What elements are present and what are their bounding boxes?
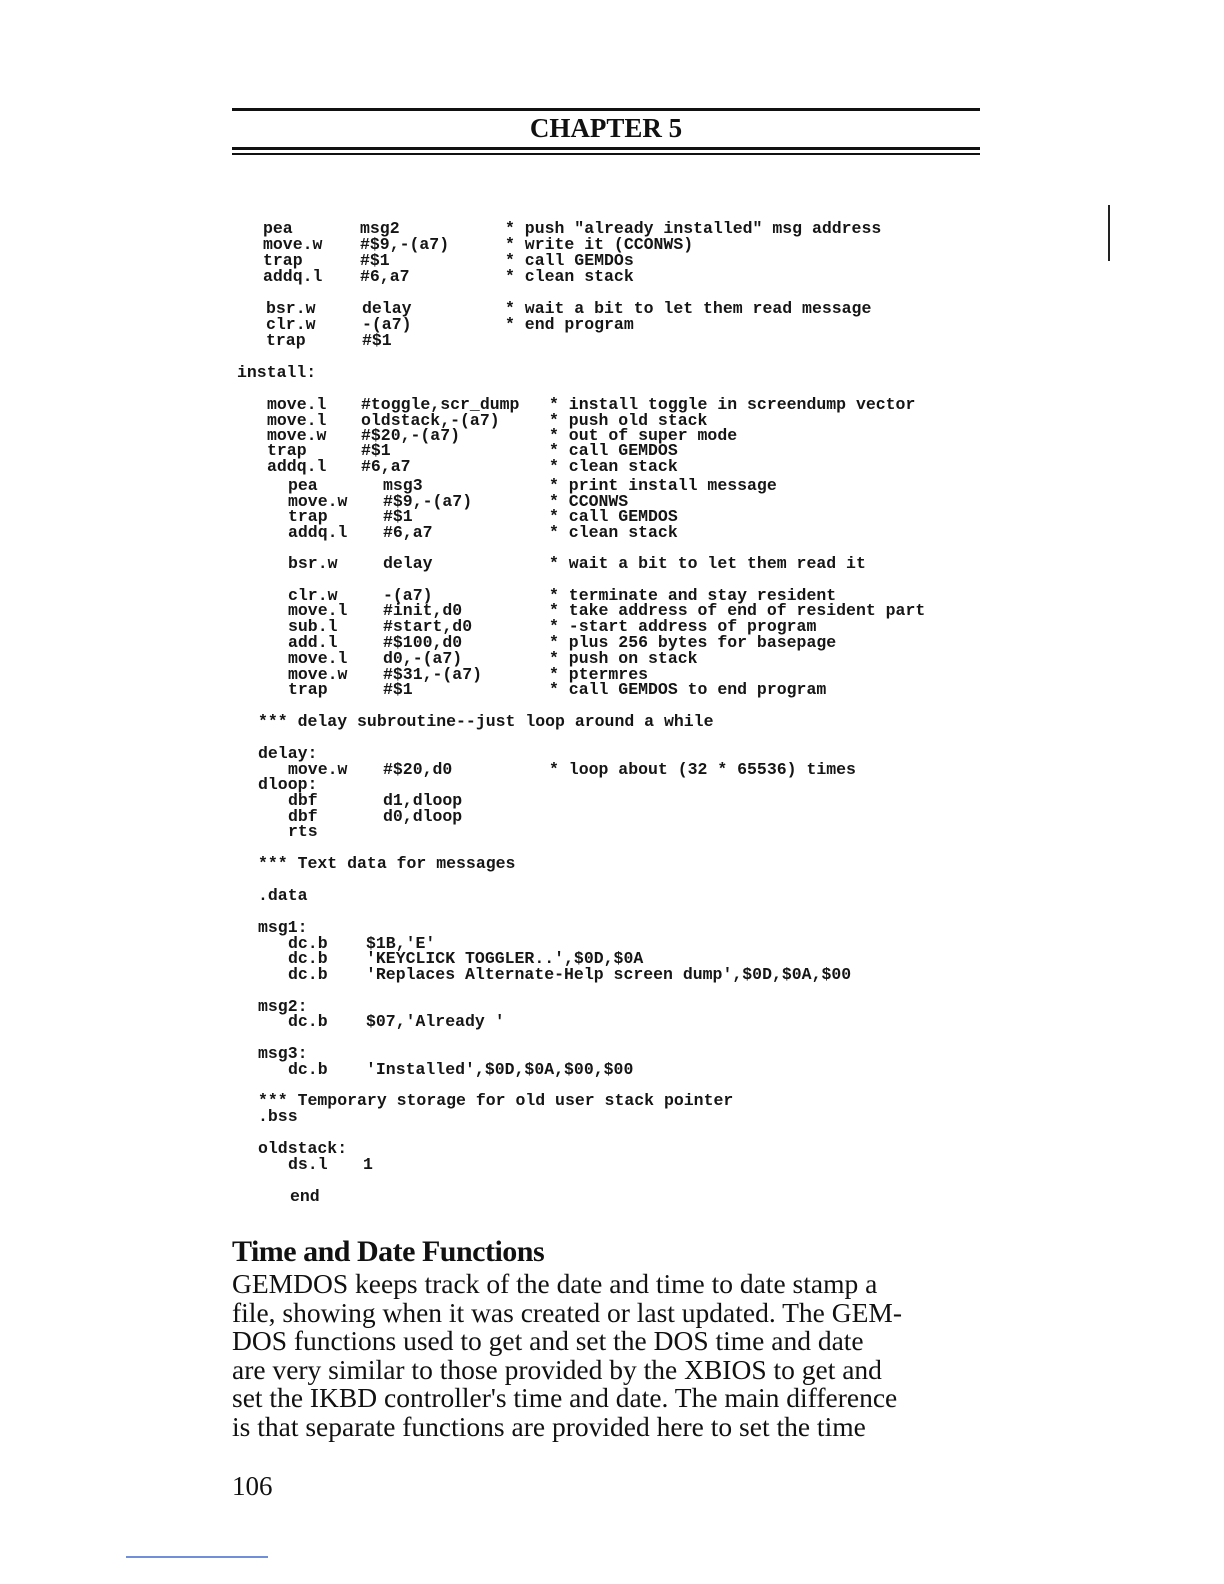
header-rule-bottom-1 [232, 147, 980, 150]
code-line: 'KEYCLICK TOGGLER..',$0D,$0A [366, 949, 644, 968]
paragraph-line: set the IKBD controller's time and date. The main difference [232, 1382, 898, 1413]
code-comment: * push old stack [549, 411, 708, 430]
code-line: dbf [288, 791, 318, 810]
code-comment: * CCONWS [549, 492, 629, 511]
code-comment: * clean stack [549, 457, 678, 476]
code-comment: * clean stack [505, 267, 634, 286]
code-comment: * plus 256 bytes for basepage [549, 633, 837, 652]
code-line: ds.l [288, 1155, 328, 1174]
header-rule-bottom-2 [232, 153, 980, 155]
code-line: move.w [263, 235, 323, 254]
code-comment: * clean stack [549, 523, 678, 542]
code-line: dc.b [288, 965, 328, 984]
code-line: delay [362, 299, 412, 318]
paragraph-line: is that separate functions are provided here to set the time [232, 1410, 866, 1442]
code-line: #6,a7 [360, 267, 410, 286]
code-line: $07,'Already ' [366, 1012, 505, 1031]
code-line: move.l [288, 649, 348, 668]
code-line: #$100,d0 [383, 633, 463, 652]
code-line: move.w [267, 426, 327, 445]
code-comment: * wait a bit to let them read message [505, 299, 872, 318]
code-line: pea [288, 476, 318, 495]
code-comment: *** Temporary storage for old user stack pointer [258, 1091, 734, 1110]
code-label: install: [237, 363, 317, 382]
code-line: addq.l [267, 457, 327, 476]
code-comment: * terminate and stay resident [549, 586, 837, 605]
code-line: d0,dloop [383, 807, 463, 826]
code-line: oldstack,-(a7) [361, 411, 500, 430]
code-comment: * print install message [549, 476, 777, 495]
code-line: bsr.w [288, 554, 338, 573]
code-line: msg3 [383, 476, 423, 495]
code-line: 'Installed',$0D,$0A,$00,$00 [366, 1060, 634, 1079]
chapter-title: CHAPTER 5 [529, 113, 683, 143]
code-line: msg2 [360, 219, 400, 238]
code-line: #$1 [383, 680, 413, 699]
code-comment: * install toggle in screendump vector [549, 395, 916, 414]
paragraph-line: GEMDOS keeps track of the date and time to date stamp a [232, 1268, 878, 1299]
code-line: bsr.w [266, 299, 316, 318]
code-line: trap [267, 441, 307, 460]
code-comment: * out of super mode [549, 426, 738, 445]
code-line: add.l [288, 633, 338, 652]
bottom-edge-line [126, 1556, 268, 1558]
margin-mark [1108, 205, 1110, 261]
code-comment: * call GEMDOs [505, 251, 634, 270]
header-rule-top [232, 108, 980, 111]
code-line: sub.l [288, 617, 338, 636]
code-comment: *** Text data for messages [258, 854, 516, 873]
code-comment: * take address of end of resident part [549, 601, 926, 620]
paragraph-line: file, showing when it was created or last updated. The GEM- [232, 1296, 903, 1328]
code-line: #$9,-(a7) [360, 235, 450, 254]
code-line: clr.w [288, 586, 338, 605]
code-comment: * call GEMDOS [549, 441, 678, 460]
code-line: #6,a7 [383, 523, 433, 542]
code-comment: * end program [505, 315, 634, 334]
code-label: msg1: [258, 918, 308, 937]
code-line: move.l [267, 411, 327, 430]
page-number: 106 [232, 1471, 273, 1501]
code-directive: .data [258, 886, 308, 905]
code-line: move.w [288, 760, 348, 779]
code-line: dc.b [288, 1060, 328, 1079]
code-line: -(a7) [362, 315, 412, 334]
code-comment: * loop about (32 * 65536) times [549, 760, 856, 779]
code-directive: .bss [258, 1107, 298, 1126]
code-comment: * call GEMDOS to end program [549, 680, 827, 699]
code-comment: * push "already installed" msg address [505, 219, 882, 238]
code-line: 1 [363, 1155, 373, 1174]
code-label: msg2: [258, 997, 308, 1016]
code-line: #$20,-(a7) [361, 426, 461, 445]
code-label: dloop: [258, 775, 318, 794]
code-line: #$1 [362, 331, 392, 350]
code-line: -(a7) [383, 586, 433, 605]
code-comment: * push on stack [549, 649, 698, 668]
code-comment: * ptermres [549, 665, 649, 684]
code-line: #$31,-(a7) [383, 665, 483, 684]
code-line: move.l [288, 601, 348, 620]
code-line: end [290, 1187, 320, 1206]
code-label: msg3: [258, 1044, 308, 1063]
code-label: oldstack: [258, 1139, 348, 1158]
code-line: trap [266, 331, 306, 350]
code-line: delay [383, 554, 433, 573]
code-line: #6,a7 [361, 457, 411, 476]
code-line: dc.b [288, 934, 328, 953]
code-line: d1,dloop [383, 791, 463, 810]
code-line: dc.b [288, 949, 328, 968]
code-line: move.w [288, 492, 348, 511]
code-line: trap [288, 680, 328, 699]
code-line: move.w [288, 665, 348, 684]
code-comment: * wait a bit to let them read it [549, 554, 866, 573]
code-line: #$20,d0 [383, 760, 453, 779]
code-line: #$9,-(a7) [383, 492, 473, 511]
code-line: d0,-(a7) [383, 649, 463, 668]
code-line: pea [263, 219, 293, 238]
code-line: #init,d0 [383, 601, 463, 620]
code-line: #$1 [383, 507, 413, 526]
code-line: #$1 [361, 441, 391, 460]
code-line: addq.l [263, 267, 323, 286]
code-line: dc.b [288, 1012, 328, 1031]
code-comment: * call GEMDOS [549, 507, 678, 526]
code-line: dbf [288, 807, 318, 826]
code-comment: * write it (CCONWS) [505, 235, 694, 254]
code-line: clr.w [266, 315, 316, 334]
code-comment: *** delay subroutine--just loop around a while [258, 712, 714, 731]
code-line: trap [288, 507, 328, 526]
code-line: trap [263, 251, 303, 270]
code-line: 'Replaces Alternate-Help screen dump',$0D,$0A,$00 [366, 965, 852, 984]
code-label: delay: [258, 744, 318, 763]
code-comment: * -start address of program [549, 617, 817, 636]
code-line: move.l [267, 395, 327, 414]
paragraph-line: DOS functions used to get and set the DOS time and date [232, 1325, 864, 1356]
paragraph-line: are very similar to those provided by the XBIOS to get and [232, 1353, 882, 1385]
code-line: rts [288, 822, 318, 841]
code-line: $1B,'E' [366, 934, 436, 953]
body-paragraph [232, 1270, 992, 1441]
code-line: #$1 [360, 251, 390, 270]
section-heading: Time and Date Functions [232, 1235, 545, 1268]
code-line: #toggle,scr_dump [361, 395, 520, 414]
code-line: addq.l [288, 523, 348, 542]
code-line: #start,d0 [383, 617, 473, 636]
